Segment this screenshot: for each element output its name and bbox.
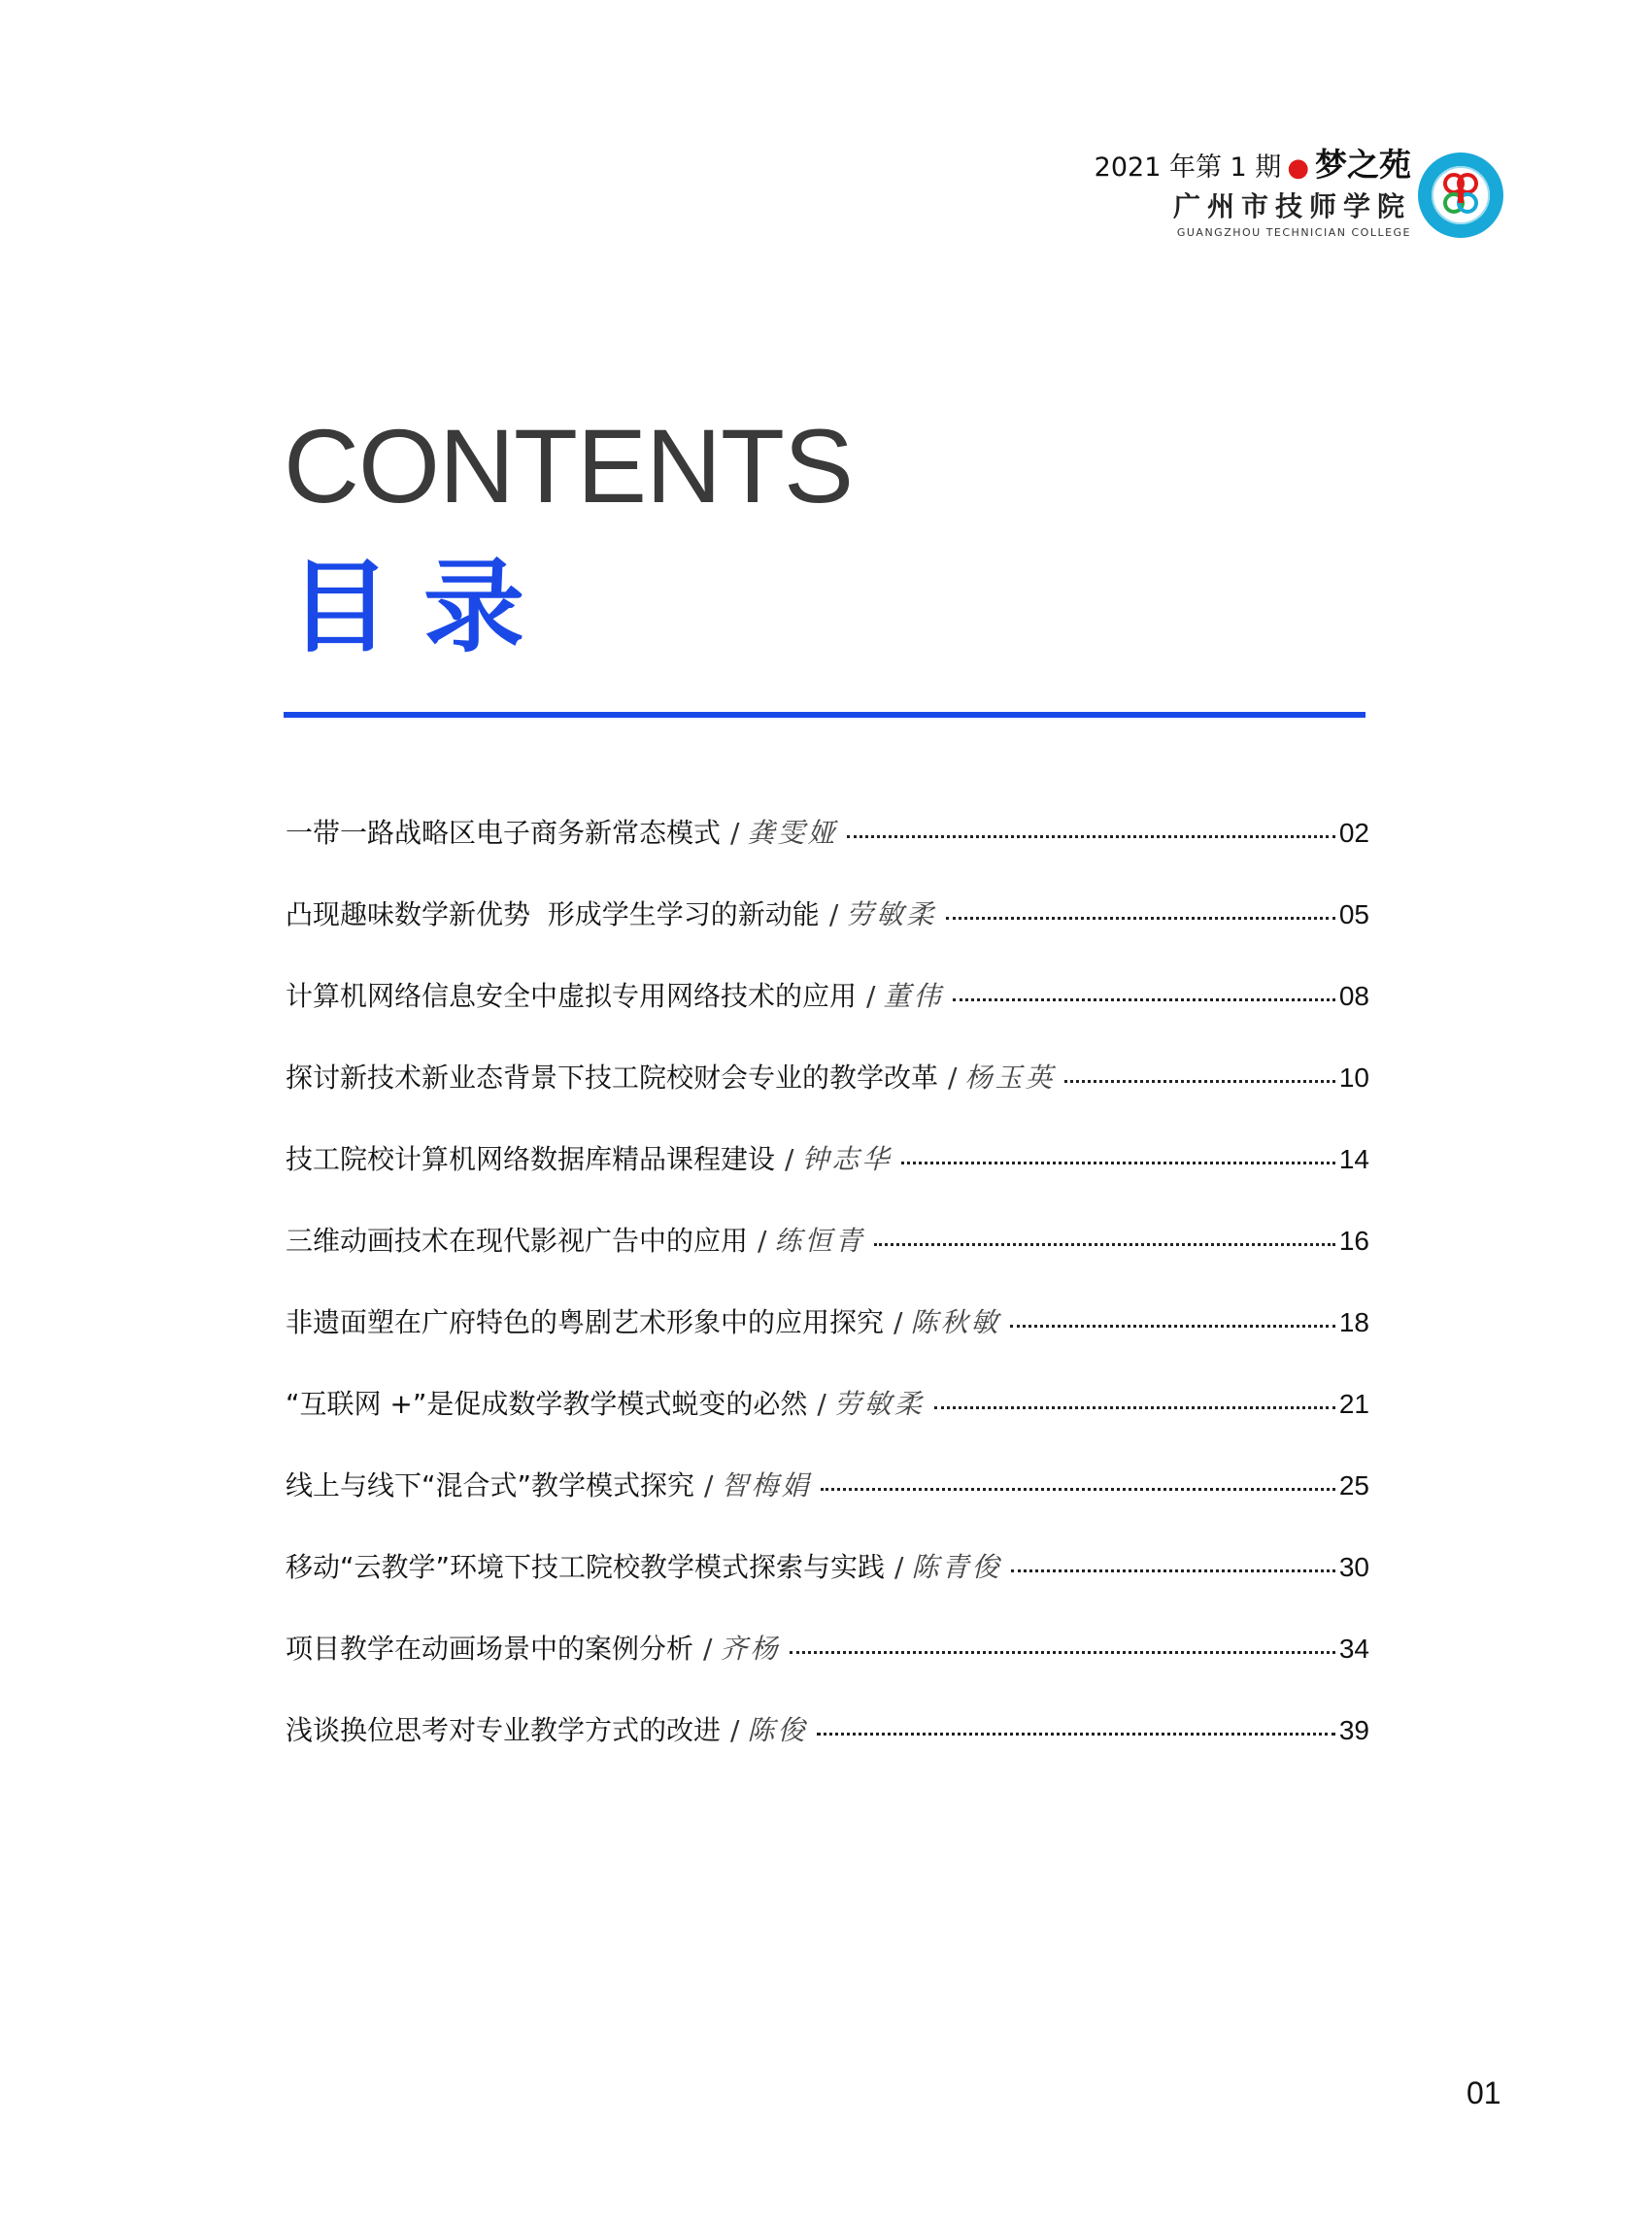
dot-leader (1064, 1080, 1334, 1083)
dot-leader (874, 1243, 1334, 1246)
toc-entry-author: 齐杨 (720, 1633, 781, 1665)
toc-entry-title: 三维动画技术在现代影视广告中的应用 (286, 1225, 749, 1257)
toc-entry-author: 智梅娟 (721, 1469, 812, 1501)
toc-separator: / (893, 1306, 903, 1338)
dot-leader (901, 1162, 1334, 1164)
page-number: 01 (1467, 2075, 1501, 2110)
toc-separator: / (828, 898, 839, 930)
toc-separator: / (948, 1062, 958, 1094)
toc-entry-author: 练恒青 (774, 1225, 865, 1257)
toc-separator: / (730, 817, 740, 849)
dot-leader (1011, 1569, 1334, 1572)
toc-entry-author: 钟志华 (801, 1143, 893, 1175)
school-name-cn: 广州市技师学院 (1172, 190, 1411, 222)
toc-entry-title: 浅谈换位思考对专业教学方式的改进 (286, 1714, 722, 1746)
toc-entry[interactable] (286, 979, 1369, 1061)
dot-leader (821, 1488, 1334, 1491)
toc-entry-title: 技工院校计算机网络数据库精品课程建设 (286, 1143, 776, 1175)
dot-leader (847, 835, 1334, 838)
toc-entry[interactable] (286, 1713, 1369, 1795)
toc-entry-author: 劳敏柔 (846, 898, 937, 930)
issue-label: 2021 年第 1 期 (1094, 152, 1282, 183)
toc-entry[interactable] (286, 816, 1369, 897)
dot-leader (1010, 1325, 1334, 1328)
toc-entry[interactable] (286, 1061, 1369, 1142)
toc-entry-author: 陈青俊 (911, 1551, 1002, 1583)
toc-separator: / (730, 1714, 740, 1746)
toc-entry-page: 39 (1338, 1715, 1369, 1745)
toc-entry-author: 劳敏柔 (833, 1388, 925, 1420)
toc-entry[interactable] (286, 1632, 1369, 1713)
toc-entry[interactable] (286, 1550, 1369, 1632)
toc-entry-title: 一带一路战略区电子商务新常态模式 (286, 817, 722, 849)
toc-entry-page: 34 (1338, 1634, 1369, 1664)
issue-line (1095, 146, 1411, 187)
toc-entry-title: “互联网 +”是促成数学教学模式蜕变的必然 (286, 1388, 808, 1420)
toc-entry-author: 杨玉英 (964, 1062, 1056, 1094)
toc-separator: / (758, 1225, 767, 1257)
toc-entry-title: 凸现趣味数学新优势 形成学生学习的新动能 (286, 898, 820, 930)
dot-leader (817, 1733, 1334, 1736)
toc-entry-page: 14 (1338, 1144, 1369, 1174)
toc-entry[interactable] (286, 1468, 1369, 1550)
dot-leader (934, 1406, 1335, 1409)
toc-entry-page: 25 (1338, 1470, 1369, 1501)
toc-entry-author: 陈秋敏 (910, 1306, 1001, 1338)
toc-separator: / (866, 980, 876, 1012)
magazine-name: 梦之苑 (1315, 146, 1411, 184)
bullet-icon: ● (1287, 153, 1309, 183)
toc-entry-author: 龚雯娅 (747, 817, 838, 849)
toc-entry[interactable] (286, 897, 1369, 979)
dot-leader (946, 917, 1335, 920)
contents-title-en: CONTENTS (284, 407, 853, 524)
toc-entry-author: 董伟 (883, 980, 944, 1012)
toc-entry[interactable] (286, 1387, 1369, 1468)
toc-entry-title: 计算机网络信息安全中虚拟专用网络技术的应用 (286, 980, 858, 1012)
toc-entry-page: 18 (1338, 1307, 1369, 1337)
toc-entry-page: 05 (1338, 899, 1369, 929)
school-logo-icon (1416, 151, 1505, 240)
school-name-en: GUANGZHOU TECHNICIAN COLLEGE (1176, 226, 1411, 239)
dot-leader (953, 998, 1334, 1001)
toc-separator: / (704, 1469, 714, 1501)
toc-entry[interactable] (286, 1305, 1369, 1387)
toc-entry-page: 10 (1338, 1062, 1369, 1093)
toc-entry-title: 线上与线下“混合式”教学模式探究 (286, 1469, 695, 1501)
page-header (1095, 146, 1411, 240)
contents-title-cn: 目录 (289, 548, 558, 666)
title-divider (284, 712, 1365, 718)
toc-entry-author: 陈俊 (747, 1714, 808, 1746)
toc-entry[interactable] (286, 1224, 1369, 1305)
toc-entry-title: 移动“云教学”环境下技工院校教学模式探索与实践 (286, 1551, 886, 1583)
toc-entry-page: 30 (1338, 1552, 1369, 1582)
toc-entry-title: 项目教学在动画场景中的案例分析 (286, 1633, 694, 1665)
table-of-contents (286, 816, 1369, 1795)
toc-entry-page: 02 (1338, 818, 1369, 848)
toc-entry-page: 21 (1338, 1389, 1369, 1419)
toc-separator: / (703, 1633, 713, 1665)
toc-entry-page: 16 (1338, 1226, 1369, 1256)
toc-separator: / (817, 1388, 826, 1420)
dot-leader (790, 1651, 1334, 1654)
toc-entry-page: 08 (1338, 981, 1369, 1011)
toc-entry[interactable] (286, 1142, 1369, 1224)
toc-entry-title: 探讨新技术新业态背景下技工院校财会专业的教学改革 (286, 1062, 939, 1094)
toc-separator: / (894, 1551, 904, 1583)
toc-separator: / (785, 1143, 794, 1175)
toc-entry-title: 非遗面塑在广府特色的粤剧艺术形象中的应用探究 (286, 1306, 885, 1338)
